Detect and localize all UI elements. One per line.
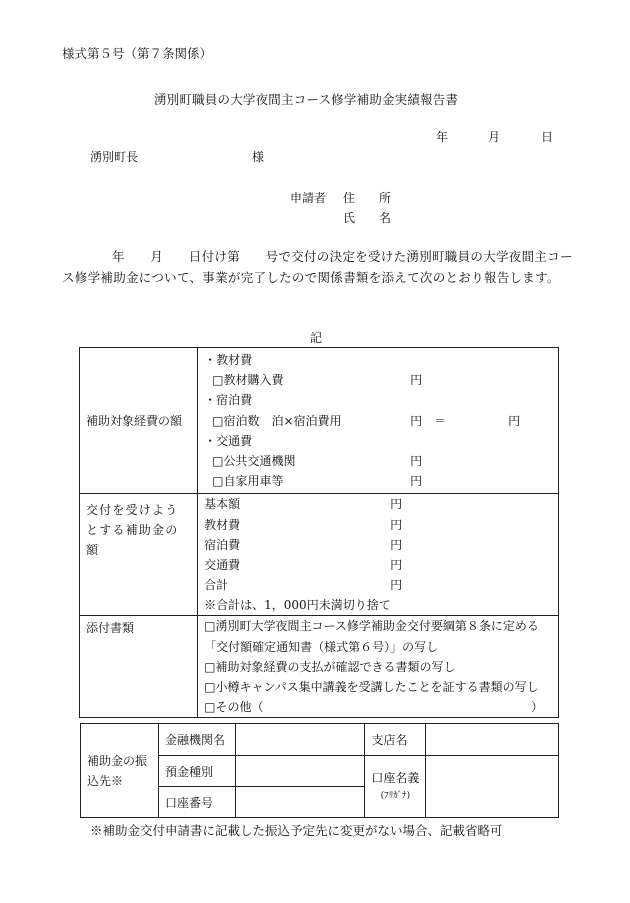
date-month: 月 [488,130,501,144]
expense-row [80,348,559,494]
deposit-type-field[interactable] [235,756,365,787]
attachment-item-other[interactable]: □その他（ ） [204,700,544,715]
footnote: ※補助金交付申請書に記載した振込予定先に変更がない場合、記載省略可 [90,823,503,838]
subsidy-row [80,494,559,616]
date-year: 年 [436,130,449,144]
expense-lodging[interactable]: □宿泊数 泊×宿泊費用 円 ＝ 円 [212,413,521,428]
subsidy-transport[interactable]: 交通費 円 [204,557,403,572]
furigana-label: (ﾌﾘｶﾞﾅ) [380,790,411,801]
expense-label: 補助対象経費の額 [80,348,198,494]
expense-cell [198,348,559,494]
recipient-name: 湧別町長 [90,150,139,164]
attachment-item-1-cont: 「交付額確定通知書（様式第６号）」の写し [204,639,439,654]
expense-heading-lodging: ・宿泊費 [204,393,253,408]
attachment-item-3[interactable]: □小樽キャンパス集中講義を受講したことを証する書類の写し [204,680,539,694]
subsidy-label: 交付を受けようとする補助金の額 [80,494,198,616]
account-number-field[interactable] [235,787,365,818]
ki-heading: 記 [310,331,323,345]
attachment-item-1[interactable]: □湧別町大学夜間主コース修学補助金交付要綱第８条に定める [204,619,539,634]
attachments-label: 添付書類 [80,616,198,718]
subsidy-materials[interactable]: 教材費 円 [204,517,403,532]
document-title: 湧別町職員の大学夜間主コース修学補助金実績報告書 [154,92,459,107]
subsidy-lodging[interactable]: 宿泊費 円 [204,537,403,552]
attachment-item-2[interactable]: □補助対象経費の支払が確認できる書類の写し [204,659,456,674]
account-holder-field[interactable] [426,756,559,818]
subsidy-total[interactable]: 合計 円 [204,578,403,593]
subsidy-basic[interactable]: 基本額 円 [204,497,403,512]
bank-name-label: 金融機関名 [158,724,235,756]
branch-field[interactable] [426,724,559,756]
subsidy-cell [198,494,559,616]
account-number-label: 口座番号 [158,787,235,818]
expense-public-transport[interactable]: □公共交通機関 円 [212,453,423,468]
account-holder-label: 口座名義 (ﾌﾘｶﾞﾅ) [365,756,426,818]
expense-heading-materials: ・教材費 [204,353,253,367]
name-label: 氏 名 [343,211,392,225]
bank-label: 補助金の振込先※ [81,724,159,818]
bank-name-field[interactable] [235,724,365,756]
address-label: 住 所 [343,191,392,205]
expense-materials-purchase[interactable]: □教材購入費 円 [212,373,423,388]
body-paragraph: 年 月 日付け第 号で交付の決定を受けた湧別町職員の大学夜間主コース修学補助金について、事業が完了したので関係書類を添えて次のとおり報告します。 [62,249,573,285]
date-day: 日 [541,130,554,144]
form-number: 様式第５号（第７条関係） [62,46,213,61]
bank-table [80,723,559,818]
applicant-label: 申請者 [290,191,327,205]
deposit-type-label: 預金種別 [158,756,235,787]
attachments-row [80,616,559,718]
expense-heading-transport: ・交通費 [204,433,253,448]
report-table [79,347,559,718]
subsidy-note: ※合計は、1，000円未満切り捨て [204,598,391,613]
attachments-cell [198,616,559,718]
recipient-honorific: 様 [252,150,265,164]
expense-private-car[interactable]: □自家用車等 円 [212,474,423,489]
branch-label: 支店名 [365,724,426,756]
